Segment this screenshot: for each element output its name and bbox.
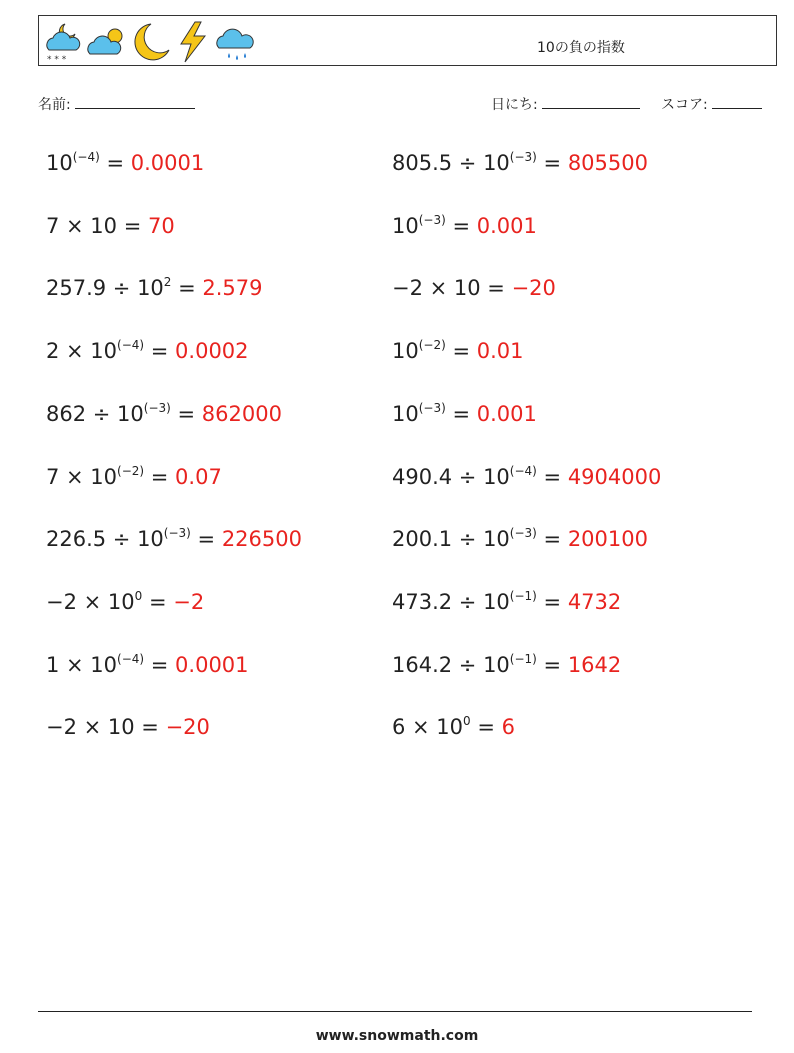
problem-item <box>46 214 175 238</box>
problem-expression: −2 × 10 <box>46 715 135 739</box>
problem-item <box>392 214 537 238</box>
date-label: 日にち: <box>491 97 538 113</box>
problem-item <box>392 653 621 677</box>
problem-item <box>46 151 204 175</box>
problem-exponent: (−1) <box>509 589 537 603</box>
problem-item <box>392 465 661 489</box>
problem-item <box>46 653 249 677</box>
name-label: 名前: <box>38 97 71 113</box>
problem-item <box>392 590 621 614</box>
problem-exponent: (−3) <box>509 150 537 164</box>
equals-sign: = <box>445 339 477 363</box>
cloud-rain-icon <box>213 20 261 64</box>
problem-item <box>392 402 537 426</box>
problem-answer: 0.001 <box>476 402 537 426</box>
equals-sign: = <box>134 715 166 739</box>
date-field <box>491 94 640 114</box>
problem-exponent: (−3) <box>418 401 446 415</box>
problem-expression: 490.4 ÷ 10 <box>392 465 510 489</box>
problem-answer: 1642 <box>567 653 622 677</box>
problem-exponent: (−4) <box>117 652 145 666</box>
equals-sign: = <box>536 590 568 614</box>
problem-item <box>392 527 648 551</box>
equals-sign: = <box>536 151 568 175</box>
problem-exponent: (−4) <box>509 464 537 478</box>
equals-sign: = <box>117 214 148 238</box>
problem-exponent: 2 <box>163 275 172 289</box>
problem-answer: 0.0002 <box>175 339 249 363</box>
name-line <box>75 94 195 109</box>
problem-item <box>46 276 263 300</box>
svg-text:* * *: * * * <box>47 55 67 64</box>
score-field <box>661 94 762 114</box>
problem-expression: 2 × 10 <box>46 339 118 363</box>
problem-exponent: (−2) <box>117 464 145 478</box>
problem-item <box>392 151 648 175</box>
problem-item <box>46 465 222 489</box>
weather-icons <box>41 20 261 64</box>
problem-answer: 0.01 <box>476 339 524 363</box>
problem-answer: 2.579 <box>202 276 263 300</box>
problem-exponent: (−3) <box>509 526 537 540</box>
score-line <box>712 94 762 109</box>
equals-sign: = <box>99 151 131 175</box>
problem-item <box>392 276 556 300</box>
problem-answer: 226500 <box>221 527 302 551</box>
problem-answer: 4904000 <box>567 465 662 489</box>
problem-answer: 6 <box>501 715 515 739</box>
problem-answer: 0.0001 <box>130 151 205 175</box>
problem-item <box>46 339 249 363</box>
name-field <box>38 94 195 114</box>
equals-sign: = <box>480 276 512 300</box>
equals-sign: = <box>142 590 174 614</box>
problem-expression: 10 <box>392 214 419 238</box>
problem-item <box>46 402 282 426</box>
problem-answer: 200100 <box>567 527 648 551</box>
problem-answer: 0.07 <box>175 465 222 489</box>
problem-answer: −2 <box>173 590 205 614</box>
date-line <box>542 94 640 109</box>
footer-divider <box>38 1011 752 1012</box>
problem-expression: 200.1 ÷ 10 <box>392 527 510 551</box>
problem-expression: 257.9 ÷ 10 <box>46 276 164 300</box>
problem-answer: 0.001 <box>476 214 537 238</box>
problem-answer: 0.0001 <box>175 653 249 677</box>
equals-sign: = <box>144 339 176 363</box>
equals-sign: = <box>536 653 568 677</box>
problem-expression: 10 <box>392 339 419 363</box>
problem-expression: 164.2 ÷ 10 <box>392 653 510 677</box>
problem-expression: 7 × 10 <box>46 214 118 238</box>
cloud-sun-icon <box>85 20 129 64</box>
equals-sign: = <box>536 527 568 551</box>
footer-site: www.snowmath.com <box>315 1028 479 1044</box>
equals-sign: = <box>144 653 176 677</box>
lightning-icon <box>173 20 213 64</box>
problem-answer: 862000 <box>201 402 282 426</box>
crescent-moon-icon <box>129 20 173 64</box>
problem-exponent: 0 <box>463 714 471 728</box>
worksheet-header <box>38 15 777 66</box>
problem-answer: 70 <box>147 214 175 238</box>
equals-sign: = <box>445 402 477 426</box>
problem-answer: −20 <box>511 276 556 300</box>
problem-exponent: (−4) <box>72 150 100 164</box>
problem-answer: 805500 <box>567 151 648 175</box>
cloud-snow-moon-icon <box>41 20 85 64</box>
problem-answer: 4732 <box>567 590 622 614</box>
problem-expression: −2 × 10 <box>46 590 135 614</box>
problem-item <box>46 715 210 739</box>
problem-item <box>392 339 524 363</box>
problem-expression: 7 × 10 <box>46 465 118 489</box>
problem-exponent: 0 <box>134 589 143 603</box>
problem-exponent: (−1) <box>509 652 537 666</box>
problem-exponent: (−3) <box>418 213 446 227</box>
equals-sign: = <box>170 402 202 426</box>
problem-item <box>392 715 515 739</box>
problem-expression: 226.5 ÷ 10 <box>46 527 164 551</box>
problem-expression: 10 <box>392 402 419 426</box>
problem-expression: 6 × 10 <box>392 715 464 739</box>
problem-expression: 805.5 ÷ 10 <box>392 151 510 175</box>
problem-expression: 862 ÷ 10 <box>46 402 144 426</box>
equals-sign: = <box>190 527 222 551</box>
equals-sign: = <box>171 276 203 300</box>
equals-sign: = <box>144 465 176 489</box>
problem-exponent: (−2) <box>418 338 446 352</box>
equals-sign: = <box>445 214 477 238</box>
problem-answer: −20 <box>165 715 210 739</box>
equals-sign: = <box>470 715 502 739</box>
problem-item <box>46 527 302 551</box>
problem-exponent: (−3) <box>143 401 171 415</box>
problem-expression: 10 <box>46 151 73 175</box>
equals-sign: = <box>536 465 568 489</box>
problem-expression: 1 × 10 <box>46 653 118 677</box>
problem-exponent: (−3) <box>163 526 191 540</box>
problem-item <box>46 590 204 614</box>
problem-expression: −2 × 10 <box>392 276 481 300</box>
worksheet-title: 10の負の指数 <box>537 40 625 56</box>
problem-exponent: (−4) <box>117 338 145 352</box>
score-label: スコア: <box>661 97 708 113</box>
problem-expression: 473.2 ÷ 10 <box>392 590 510 614</box>
